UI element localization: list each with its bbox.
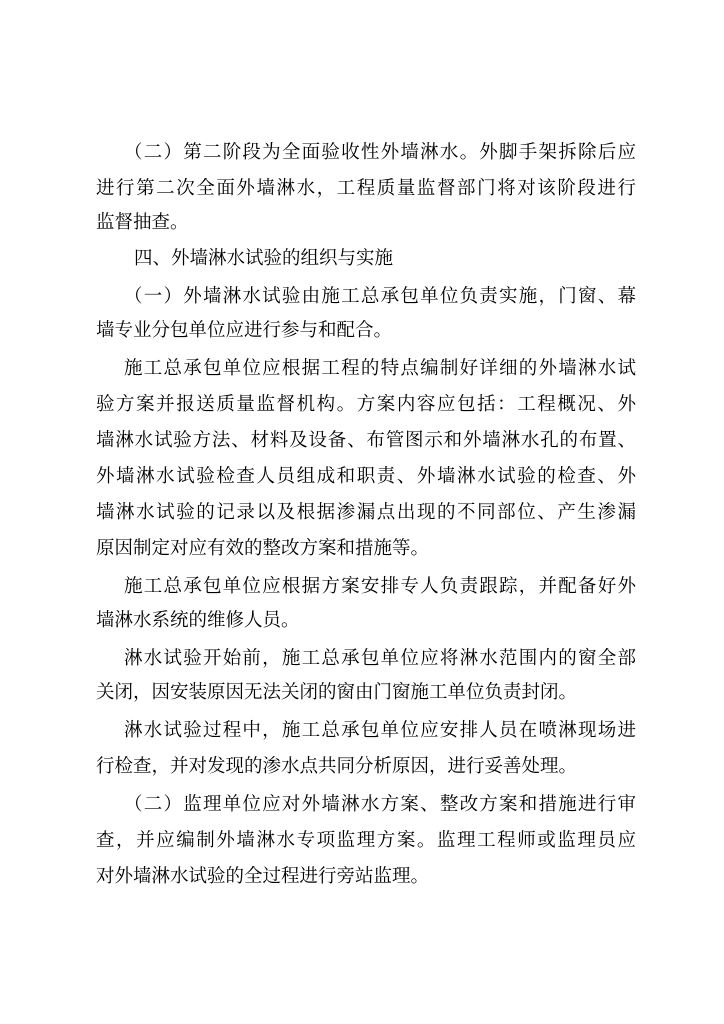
paragraph-line: 验方案并报送质量监督机构。方案内容应包括：工程概况、外 (96, 394, 636, 415)
paragraph-line: （二）监理单位应对外墙淋水方案、整改方案和措施进行审 (124, 794, 636, 815)
paragraph-line: 关闭，因安装原因无法关闭的窗由门窗施工单位负责封闭。 (96, 682, 578, 703)
paragraph-line: （一）外墙淋水试验由施工总承包单位负责实施，门窗、幕 (124, 286, 636, 307)
paragraph-line: 对外墙淋水试验的全过程进行旁站监理。 (96, 866, 430, 887)
paragraph-line: 墙淋水试验方法、材料及设备、布管图示和外墙淋水孔的布置、 (96, 430, 636, 451)
paragraph-line: （二）第二阶段为全面验收性外墙淋水。外脚手架拆除后应 (124, 142, 636, 163)
paragraph-line: 施工总承包单位应根据工程的特点编制好详细的外墙淋水试 (124, 358, 636, 379)
paragraph-line: 进行第二次全面外墙淋水，工程质量监督部门将对该阶段进行 (96, 178, 636, 199)
paragraph-line: 行检查，并对发现的渗水点共同分析原因，进行妥善处理。 (96, 756, 578, 777)
paragraph-line: 外墙淋水试验检查人员组成和职责、外墙淋水试验的检查、外 (96, 466, 636, 487)
paragraph-line: 施工总承包单位应根据方案安排专人负责跟踪，并配备好外 (124, 576, 636, 597)
paragraph-line: 墙淋水系统的维修人员。 (96, 610, 300, 631)
paragraph-line: 原因制定对应有效的整改方案和措施等。 (96, 538, 430, 559)
section-heading: 四、外墙淋水试验的组织与实施 (134, 248, 394, 269)
paragraph-line: 墙淋水试验的记录以及根据渗漏点出现的不同部位、产生渗漏 (96, 502, 636, 523)
paragraph-line: 墙专业分包单位应进行参与和配合。 (96, 320, 393, 341)
paragraph-line: 监督抽查。 (96, 212, 189, 233)
paragraph-line: 查，并应编制外墙淋水专项监理方案。监理工程师或监理员应 (96, 830, 636, 851)
paragraph-line: 淋水试验开始前，施工总承包单位应将淋水范围内的窗全部 (124, 648, 636, 669)
paragraph-line: 淋水试验过程中，施工总承包单位应安排人员在喷淋现场进 (124, 720, 636, 741)
